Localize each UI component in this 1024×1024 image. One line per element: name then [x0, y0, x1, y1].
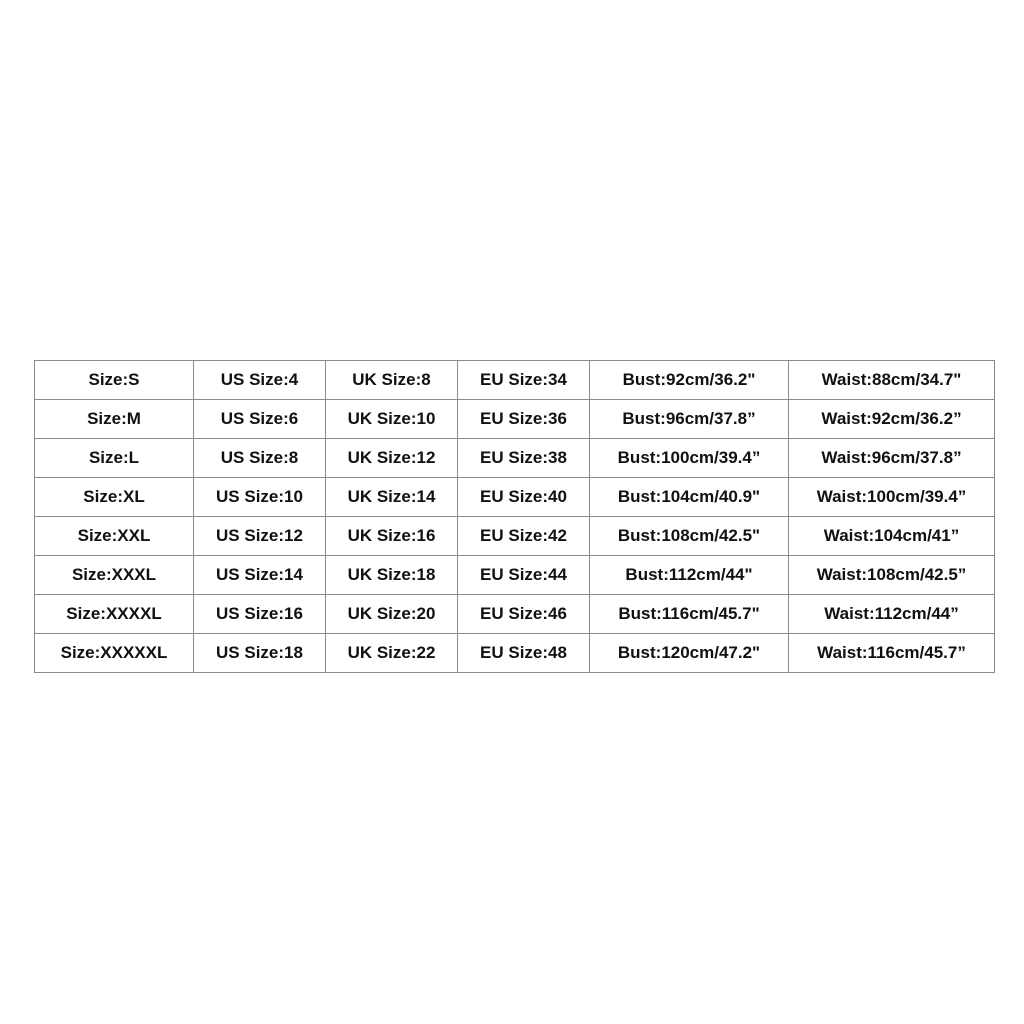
uk-size-cell: UK Size:10 — [326, 400, 458, 439]
table-row — [35, 361, 995, 400]
eu-size-cell: EU Size:48 — [458, 634, 590, 673]
bust-cell: Bust:108cm/42.5" — [590, 517, 789, 556]
size-cell: Size:S — [35, 361, 194, 400]
waist-cell: Waist:112cm/44” — [789, 595, 995, 634]
size-cell: Size:XXXXL — [35, 595, 194, 634]
us-size-cell: US Size:16 — [194, 595, 326, 634]
uk-size-cell: UK Size:22 — [326, 634, 458, 673]
eu-size-cell: EU Size:44 — [458, 556, 590, 595]
size-cell: Size:XXXL — [35, 556, 194, 595]
waist-cell: Waist:108cm/42.5” — [789, 556, 995, 595]
uk-size-cell: UK Size:12 — [326, 439, 458, 478]
bust-cell: Bust:104cm/40.9" — [590, 478, 789, 517]
waist-cell: Waist:96cm/37.8” — [789, 439, 995, 478]
size-cell: Size:L — [35, 439, 194, 478]
eu-size-cell: EU Size:42 — [458, 517, 590, 556]
eu-size-cell: EU Size:46 — [458, 595, 590, 634]
size-cell: Size:XXL — [35, 517, 194, 556]
bust-cell: Bust:116cm/45.7" — [590, 595, 789, 634]
waist-cell: Waist:104cm/41” — [789, 517, 995, 556]
eu-size-cell: EU Size:40 — [458, 478, 590, 517]
bust-cell: Bust:96cm/37.8” — [590, 400, 789, 439]
us-size-cell: US Size:8 — [194, 439, 326, 478]
table-row — [35, 400, 995, 439]
bust-cell: Bust:120cm/47.2" — [590, 634, 789, 673]
waist-cell: Waist:116cm/45.7” — [789, 634, 995, 673]
uk-size-cell: UK Size:20 — [326, 595, 458, 634]
size-cell: Size:M — [35, 400, 194, 439]
eu-size-cell: EU Size:36 — [458, 400, 590, 439]
size-cell: Size:XXXXXL — [35, 634, 194, 673]
table-row — [35, 595, 995, 634]
us-size-cell: US Size:18 — [194, 634, 326, 673]
us-size-cell: US Size:12 — [194, 517, 326, 556]
table-row — [35, 634, 995, 673]
us-size-cell: US Size:14 — [194, 556, 326, 595]
bust-cell: Bust:92cm/36.2" — [590, 361, 789, 400]
table-row — [35, 439, 995, 478]
size-cell: Size:XL — [35, 478, 194, 517]
us-size-cell: US Size:10 — [194, 478, 326, 517]
table-row — [35, 556, 995, 595]
uk-size-cell: UK Size:8 — [326, 361, 458, 400]
table-row — [35, 517, 995, 556]
us-size-cell: US Size:4 — [194, 361, 326, 400]
uk-size-cell: UK Size:16 — [326, 517, 458, 556]
bust-cell: Bust:100cm/39.4” — [590, 439, 789, 478]
table-row — [35, 478, 995, 517]
waist-cell: Waist:92cm/36.2” — [789, 400, 995, 439]
uk-size-cell: UK Size:14 — [326, 478, 458, 517]
us-size-cell: US Size:6 — [194, 400, 326, 439]
eu-size-cell: EU Size:34 — [458, 361, 590, 400]
eu-size-cell: EU Size:38 — [458, 439, 590, 478]
size-chart-table — [34, 360, 995, 673]
uk-size-cell: UK Size:18 — [326, 556, 458, 595]
bust-cell: Bust:112cm/44" — [590, 556, 789, 595]
waist-cell: Waist:88cm/34.7" — [789, 361, 995, 400]
waist-cell: Waist:100cm/39.4” — [789, 478, 995, 517]
